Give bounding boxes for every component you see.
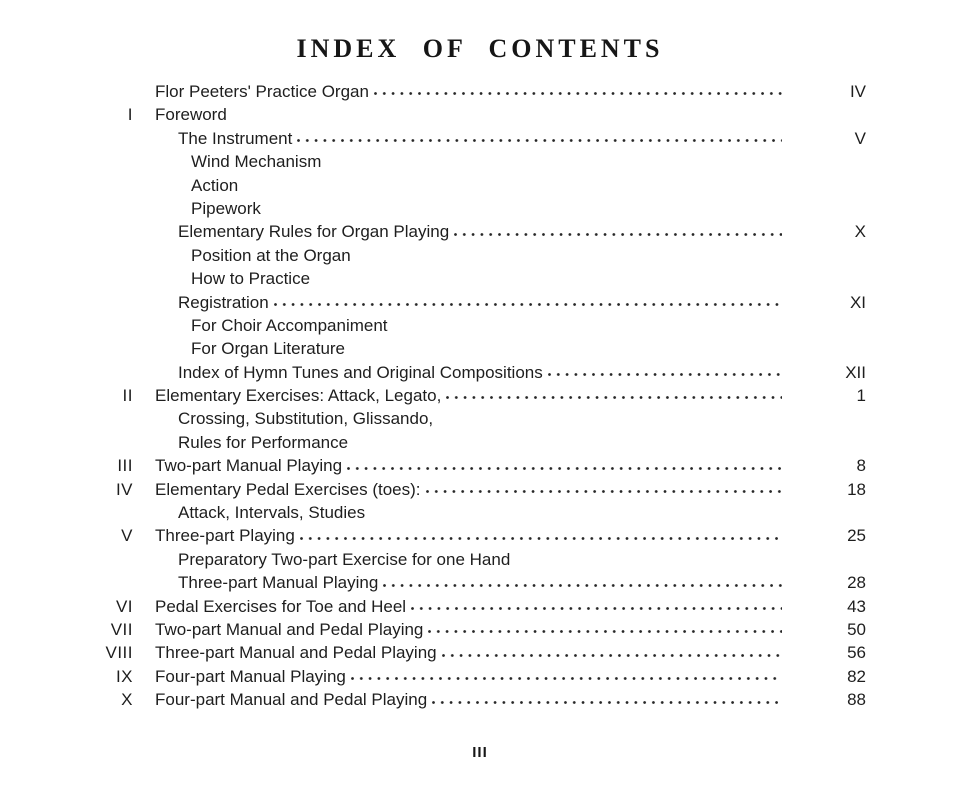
entry-title: Three-part Manual Playing — [178, 573, 379, 593]
entry-title: Pedal Exercises for Toe and Heel — [155, 596, 407, 616]
chapter-numeral: VI — [115, 596, 133, 616]
dot-leader — [428, 630, 782, 633]
entry-title: Crossing, Substitution, Glissando, — [178, 409, 434, 429]
toc-row — [100, 641, 868, 664]
entry-title: Attack, Intervals, Studies — [178, 503, 366, 523]
entry-title: For Organ Literature — [191, 339, 346, 359]
toc-row — [100, 571, 868, 594]
chapter-numeral: II — [122, 386, 133, 406]
chapter-numeral: VII — [110, 619, 133, 639]
entry-title: Three-part Manual and Pedal Playing — [155, 643, 437, 663]
dot-leader — [411, 607, 782, 610]
entry-page-number: 25 — [847, 526, 866, 546]
entry-page-number: 28 — [847, 573, 866, 593]
toc-row — [100, 244, 868, 267]
table-of-contents — [100, 80, 868, 712]
dot-leader — [274, 303, 782, 306]
chapter-numeral: X — [121, 690, 133, 710]
toc-row — [100, 197, 868, 220]
entry-title: Four-part Manual and Pedal Playing — [155, 690, 428, 710]
toc-row — [100, 595, 868, 618]
entry-page-number: 43 — [847, 596, 866, 616]
page-folio-number: III — [472, 744, 488, 761]
toc-row — [100, 384, 868, 407]
entry-page-number: IV — [849, 82, 866, 101]
dot-leader — [426, 490, 783, 493]
toc-row — [100, 80, 868, 103]
toc-row — [100, 361, 868, 384]
entry-page-number: 50 — [847, 619, 866, 639]
toc-row — [100, 478, 868, 501]
entry-page-number: X — [854, 222, 866, 242]
entry-title: How to Practice — [191, 269, 311, 289]
toc-row — [100, 501, 868, 524]
dot-leader — [548, 373, 782, 376]
page-title: INDEX OF CONTENTS — [296, 34, 664, 63]
dot-leader — [374, 92, 782, 95]
dot-leader — [351, 677, 782, 680]
entry-title: Flor Peeters' Practice Organ — [155, 82, 369, 101]
entry-page-number: 82 — [847, 666, 866, 686]
entry-title: Two-part Manual Playing — [155, 456, 343, 476]
dot-leader — [297, 139, 782, 142]
entry-title: Three-part Playing — [155, 526, 295, 546]
entry-title: Four-part Manual Playing — [155, 666, 346, 686]
entry-title: Wind Mechanism — [191, 152, 322, 172]
toc-row — [100, 314, 868, 337]
dot-leader — [383, 584, 782, 587]
toc-row — [100, 688, 868, 711]
toc-row — [100, 150, 868, 173]
dot-leader — [347, 467, 782, 470]
entry-title: Action — [191, 175, 239, 195]
entry-page-number: 8 — [856, 456, 866, 476]
chapter-numeral: V — [121, 526, 133, 546]
toc-row — [100, 454, 868, 477]
entry-title: Elementary Pedal Exercises (toes): — [155, 479, 421, 499]
dot-leader — [442, 654, 782, 657]
dot-leader — [432, 701, 782, 704]
toc-row — [100, 337, 868, 360]
toc-row — [100, 407, 868, 430]
chapter-numeral: I — [127, 105, 133, 125]
entry-title: Rules for Performance — [178, 432, 349, 452]
entry-title: For Choir Accompaniment — [191, 315, 388, 335]
toc-row — [100, 524, 868, 547]
chapter-numeral: IX — [115, 666, 133, 686]
chapter-numeral: III — [117, 456, 133, 476]
toc-row — [100, 127, 868, 150]
entry-title: Registration — [178, 292, 269, 312]
toc-row — [100, 548, 868, 571]
chapter-numeral: IV — [115, 479, 133, 499]
dot-leader — [454, 233, 782, 236]
entry-title: Elementary Exercises: Attack, Legato, — [155, 386, 442, 406]
dot-leader — [446, 396, 782, 399]
toc-row — [100, 431, 868, 454]
toc-row — [100, 174, 868, 197]
entry-page-number: 88 — [847, 690, 866, 710]
entry-title: Elementary Rules for Organ Playing — [178, 222, 450, 242]
entry-title: Position at the Organ — [191, 245, 351, 265]
dot-leader — [300, 537, 782, 540]
entry-page-number: XII — [845, 362, 866, 382]
toc-row — [100, 665, 868, 688]
toc-row — [100, 618, 868, 641]
entry-page-number: V — [854, 128, 866, 148]
entry-title: Preparatory Two-part Exercise for one Hand — [178, 549, 511, 569]
toc-row — [100, 103, 868, 126]
entry-title: Foreword — [155, 105, 227, 125]
toc-row — [100, 220, 868, 243]
entry-page-number: 56 — [847, 643, 866, 663]
entry-title: The Instrument — [178, 128, 293, 148]
entry-title: Two-part Manual and Pedal Playing — [155, 619, 424, 639]
entry-page-number: XI — [849, 292, 866, 312]
entry-page-number: 18 — [847, 479, 866, 499]
chapter-numeral: VIII — [105, 643, 133, 663]
entry-title: Index of Hymn Tunes and Original Compositions — [178, 362, 543, 382]
toc-row — [100, 291, 868, 314]
entry-title: Pipework — [191, 198, 261, 218]
toc-row — [100, 267, 868, 290]
entry-page-number: 1 — [856, 386, 866, 406]
